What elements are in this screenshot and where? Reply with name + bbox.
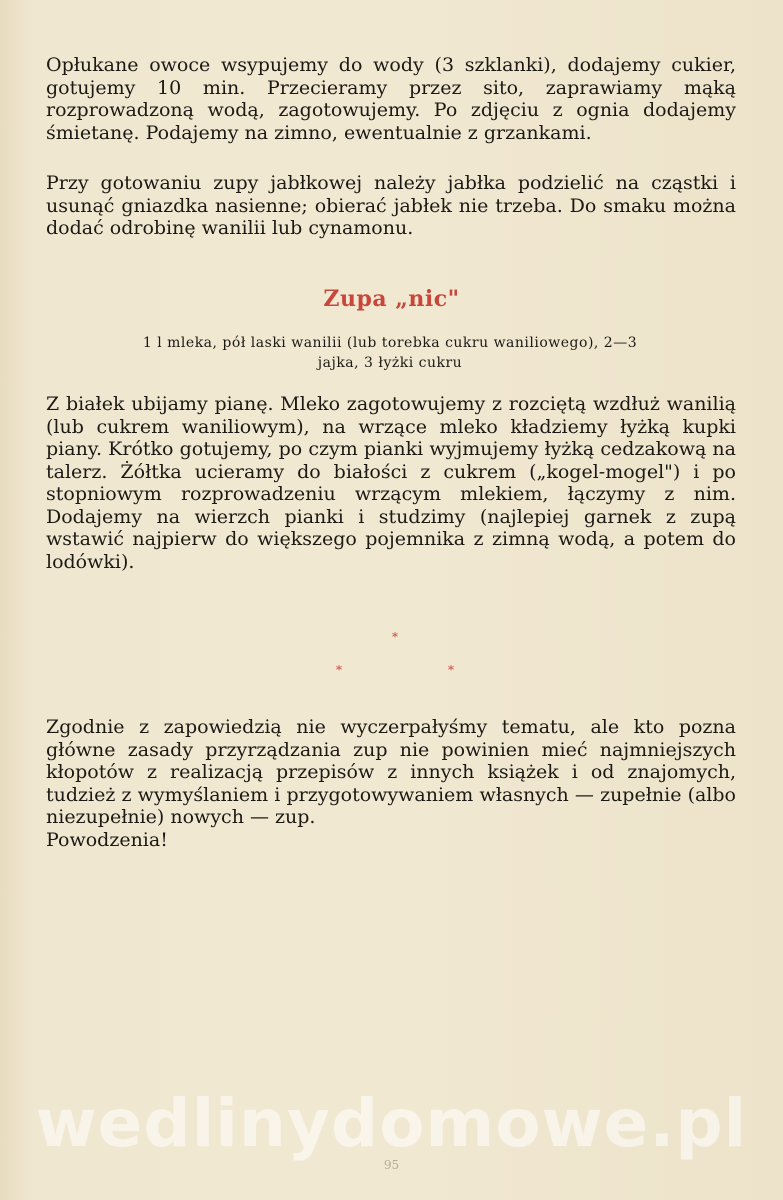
separator-star-top: * bbox=[392, 630, 398, 644]
intro-text-2: Przy gotowaniu zupy jabłkowej należy jabłka podzielić na cząstki i usunąć gniazdka nasienne; obierać jabłek nie trzeba. Do smaku można dodać odrobinę wanilii lub cynamonu. bbox=[46, 172, 736, 239]
recipe-ingredients: 1 l mleka, pół laski wanilii (lub torebka cukru waniliowego), 2—3 jajka, 3 łyżki cukru bbox=[142, 335, 638, 371]
closing-text: Zgodnie z zapowiedzią nie wyczerpałyśmy tematu, ale kto pozna główne zasady przyrządzania zup nie powinien mieć najmniejszych kłopotów z realizacją przepisów z innych książek i od znajomych, tudzież z wymyślaniem i przygotowywaniem własnych — zupełnie (albo niezupełnie) nowych — zup. bbox=[46, 716, 736, 828]
page-number: 95 bbox=[383, 1158, 400, 1172]
closing-paragraph bbox=[46, 716, 736, 851]
intro-paragraph-2 bbox=[46, 172, 736, 240]
recipe-title: Zupa „nic" bbox=[323, 286, 460, 312]
watermark: wedlinydomowe.pl bbox=[35, 1085, 748, 1162]
separator-star-left: * bbox=[336, 663, 342, 677]
instructions-text: Z białek ubijamy pianę. Mleko zagotowujemy z rozciętą wzdłuż wanilią (lub cukrem waniliowym), na wrzące mleko kładziemy łyżką kupki piany. Krótko gotujemy, po czym pianki wyjmujemy łyżką cedzakową na talerz. Żółtka ucieramy do białości z cukrem („kogel-mogel") i po stopniowym rozprowadzeniu wrzącym mlekiem, łączymy z nim. Dodajemy na wierzch pianki i studzimy (najlepiej garnek z zupą wstawić najpierw do większego pojemnika z zimną wodą, a potem do lodówki). bbox=[46, 393, 736, 573]
farewell-text: Powodzenia! bbox=[46, 828, 168, 851]
intro-text-1: Opłukane owoce wsypujemy do wody (3 szklanki), dodajemy cukier, gotujemy 10 min. Przecieramy przez sito, zaprawiamy mąką rozprowadzoną wodą, zagotowujemy. Po zdjęciu z ognia dodajemy śmietanę. Podajemy na zimno, ewentualnie z grzankami. bbox=[46, 54, 736, 144]
recipe-instructions bbox=[46, 393, 736, 573]
intro-paragraph-1 bbox=[46, 54, 736, 144]
separator-star-right: * bbox=[448, 663, 454, 677]
